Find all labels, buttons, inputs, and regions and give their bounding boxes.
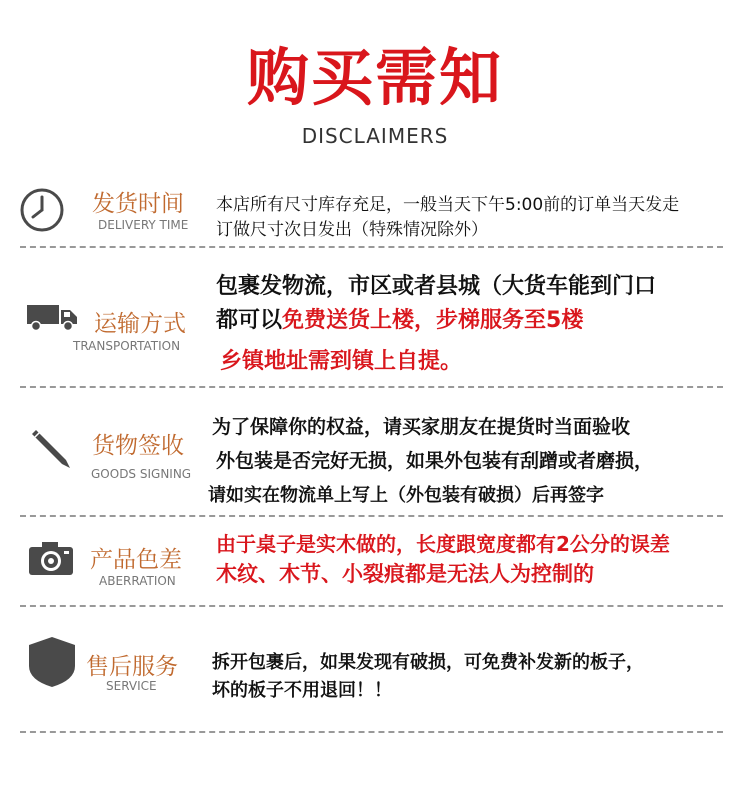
dashed-divider [20,386,723,388]
dashed-divider [20,515,723,517]
section-text-line: 坏的板子不用退回！！ [212,680,392,701]
section-text-line: 本店所有尺寸库存充足，一般当天下午5:00前的订单当天发走 [216,195,680,215]
dashed-divider [20,605,723,607]
section-text-line: 乡镇地址需到镇上自提。 [220,349,463,374]
section-text-line: 为了保障你的权益，请买家朋友在提货时当面验收 [212,416,631,438]
section-label-en: SERVICE [106,679,157,693]
camera-icon [28,540,74,576]
truck-icon [26,302,78,332]
section-label-zh: 售后服务 [86,654,178,680]
section-label-en: DELIVERY TIME [98,218,189,232]
clock-icon [18,186,66,234]
section-text-line: 拆开包裹后，如果发现有破损，可免费补发新的板子， [212,652,644,673]
section-text-line: 外包装是否完好无损，如果外包装有刮蹭或者磨损， [216,450,654,472]
shield-icon [27,636,77,688]
section-label-en: ABERRATION [99,574,176,588]
section-text-line: 订做尺寸次日发出（特殊情况除外） [216,220,488,240]
dashed-divider [20,731,723,733]
section-label-zh: 产品色差 [90,547,182,573]
free-delivery-highlight: 免费送货上楼，步梯服务至5楼 [282,308,584,333]
section-text-line: 都可以免费送货上楼，步梯服务至5楼 [216,308,584,333]
section-label-en: TRANSPORTATION [73,339,181,353]
pen-icon [28,424,74,470]
section-text-line: 包裹发物流，市区或者县城（大货车能到门口 [216,274,657,299]
section-label-zh: 发货时间 [92,191,184,217]
section-label-zh: 货物签收 [92,433,184,459]
section-label-en: GOODS SIGNING [91,467,192,481]
page-subtitle: DISCLAIMERS [301,124,449,148]
dashed-divider [20,246,723,248]
section-label-zh: 运输方式 [94,311,186,337]
section-text-line: 木纹、木节、小裂痕都是无法人为控制的 [216,562,594,586]
page-title: 购买需知 [246,41,503,114]
section-text-line: 由于桌子是实木做的，长度跟宽度都有2公分的误差 [216,532,670,556]
section-text-line: 请如实在物流单上写上（外包装有破损）后再签字 [208,485,604,506]
